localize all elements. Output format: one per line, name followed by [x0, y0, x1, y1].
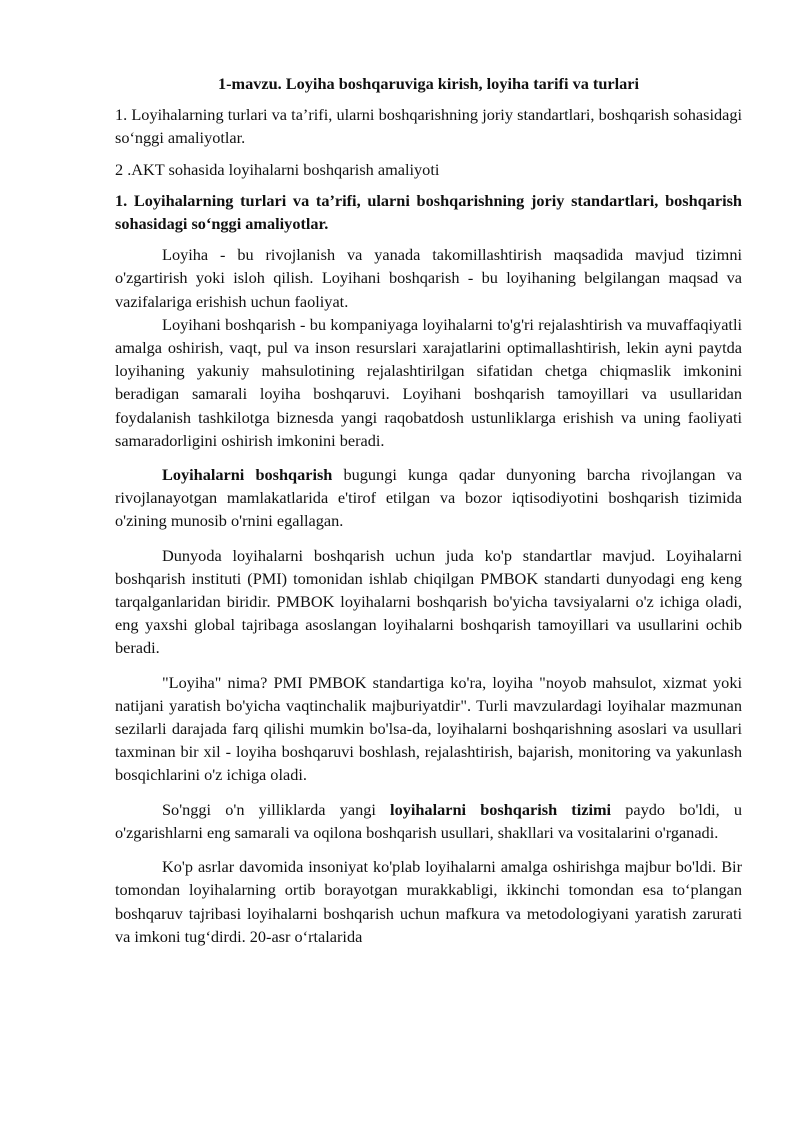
bold-term: loyihalarni boshqarish tizimi — [390, 799, 612, 819]
outline-item-2: 2 .AKT sohasida loyihalarni boshqarish amaliyoti — [115, 159, 440, 179]
paragraph-pmbok-definition: "Loyiha" nima? PMI PMBOK standartiga ko'ra, loyiha "noyob mahsulot, xizmat yoki natijani yaratish bo'yicha vaqtinchalik majburiyatdir". Turli mavzulardagi loyihalar mazmunan sezilarli darajada farq qilishi mumkin bo'lsa-da, loyihalarni boshqarishning asoslari va usullari taxminan bir xil - loyiha boshqaruvi boshlash, rejalashtirish, bajarish, monitoring va yakunlash bosqichlarini o'z ichiga oladi. — [115, 672, 742, 785]
paragraph-text: bugungi kunga qadar dunyoning barcha rivojlangan va rivojlanayotgan mamlakatlarida e'tirof etilgan va bozor iqtisodiyotini boshqarish tizimida o'zining munosib o'rnini egallagan. — [115, 465, 742, 531]
bold-term: Loyihalarni boshqarish — [162, 465, 333, 485]
paragraph-project-management: Loyihani boshqarish - bu kompaniyaga loyihalarni to'g'ri rejalashtirish va muvaffaqiyatli amalga oshirish, vaqt, pul va inson resurslari xarajatlarini optimallashtirish, lekin ayni paytda loyihaning yakuniy mahsulotining rejalashtirilgan sifatidan chetga chiqmaslik imkonini beradigan samarali loyiha boshqaruvi. Loyihani boshqarish tamoyillari va usullaridan foydalanish tashkilotga biznesda yangi raqobatdosh ustunliklarga erishish va uning faoliyati samaradorligini oshirish imkonini beradi. — [115, 314, 742, 450]
paragraph-text: So'nggi o'n yilliklarda yangi — [162, 799, 391, 819]
paragraph-text: paydo bo'ldi, u o'zgarishlarni eng samarali va oqilona boshqarish usullari, shakllari va vositalarini o'rganadi. — [115, 799, 742, 842]
document-title: 1-mavzu. Loyiha boshqaruviga kirish, loyiha tarifi va turlari — [217, 74, 640, 93]
outline-item-1: 1. Loyihalarning turlari va ta’rifi, ularni boshqarishning joriy standartlari, boshqarish sohasidagi so‘nggi amaliyotlar. — [115, 105, 742, 148]
document-page — [115, 72, 742, 948]
paragraph-new-system — [115, 798, 742, 844]
paragraph-project-definition: Loyiha - bu rivojlanish va yanada takomillashtirish maqsadida mavjud tizimni o'zgartirish yoki isloh qilish. Loyihani boshqarish - bu loyihaning belgilangan maqsad va vazifalariga erishish uchun faoliyat. — [115, 245, 742, 311]
paragraph-recognition — [115, 463, 742, 533]
paragraph-standards: Dunyoda loyihalarni boshqarish uchun juda ko'p standartlar mavjud. Loyihalarni boshqarish instituti (PMI) tomonidan ishlab chiqilgan PMBOK standarti dunyodagi eng keng tarqalganlaridan biridir. PMBOK loyihalarni boshqarish bo'yicha tavsiyalarni o'z ichiga oladi, eng yaxshi global tajribaga asoslangan loyihalarni boshqarish tamoyillari va usullarini ochib beradi. — [115, 545, 742, 658]
section-heading: 1. Loyihalarning turlari va ta’rifi, ularni boshqarishning joriy standartlari, boshqarish sohasidagi so‘nggi amaliyotlar. — [115, 190, 742, 234]
paragraph-history: Ko'p asrlar davomida insoniyat ko'plab loyihalarni amalga oshirishga majbur bo'ldi. Bir tomondan loyihalarning ortib borayotgan murakkabligi, ikkinchi tomondan esa to‘plangan boshqaruv tajribasi loyihalarni boshqarish uchun mafkura va metodologiyani yaratish zarurati va imkoni tug‘dirdi. 20-asr o‘rtalarida — [115, 857, 742, 946]
